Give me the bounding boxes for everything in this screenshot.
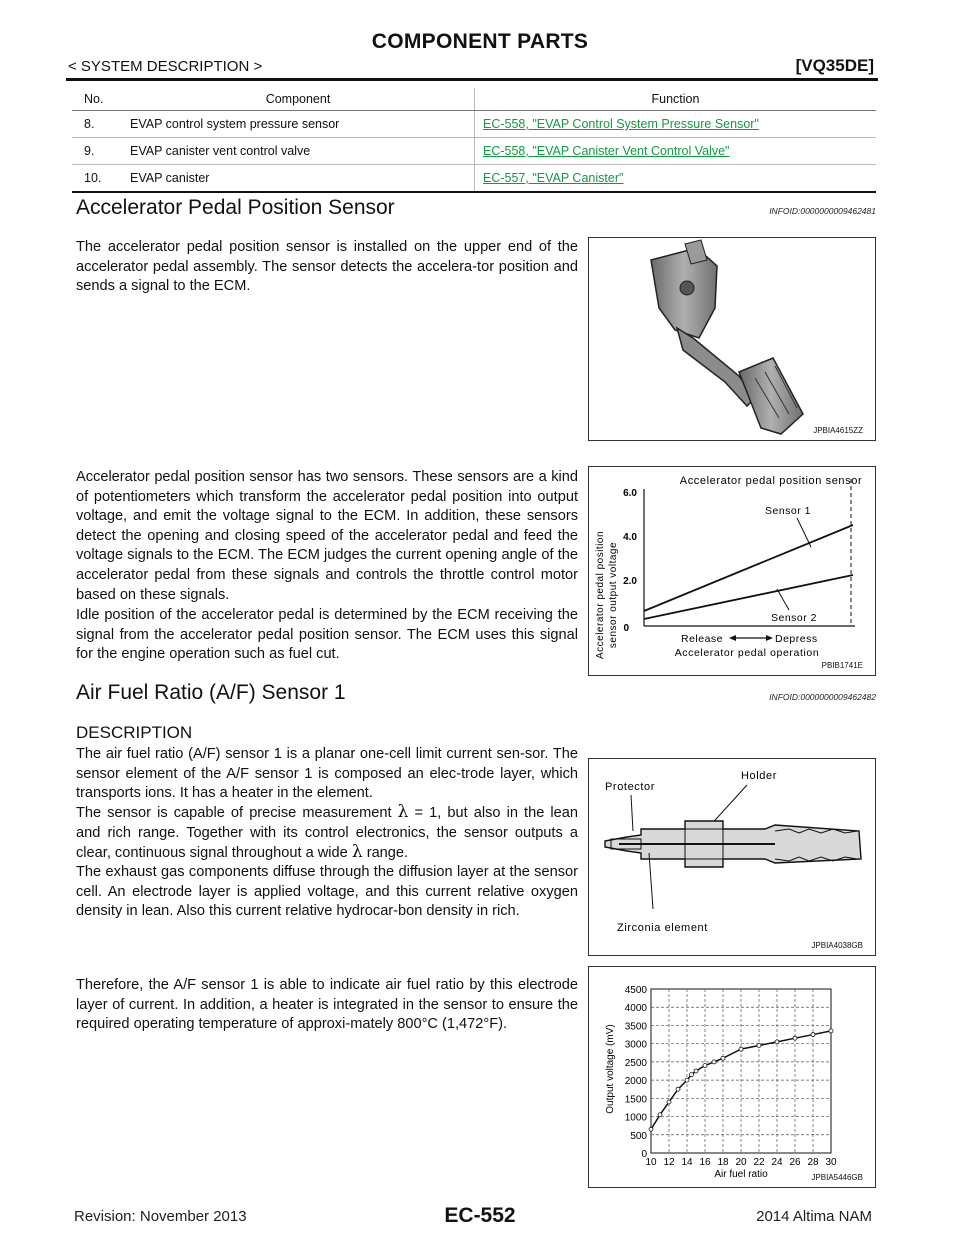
x-tick-label: 10 [645,1157,657,1168]
x-tick-label: 24 [771,1157,783,1168]
af-chart-xlabel: Air fuel ratio [714,1169,768,1180]
col-function-header: Function [475,88,877,111]
y-tick-label: 4000 [624,1003,647,1015]
sensor1-label: Sensor 1 [765,505,812,517]
x-tick-label: 14 [681,1157,693,1168]
data-point [694,1069,698,1073]
x-tick-label: 16 [699,1157,711,1168]
row-function [475,111,877,138]
af-sensor-illustration [589,759,875,955]
info-id: INFOID:0000000009462481 [769,206,876,216]
section-heading-af-sensor: Air Fuel Ratio (A/F) Sensor 1 [76,681,346,704]
pedal-illustration [589,238,875,440]
x-tick-label: 22 [753,1157,765,1168]
sensor1-leader [797,518,811,547]
row-function [475,165,877,193]
row-no: 9. [72,138,122,165]
lambda-symbol: λ [351,842,363,863]
y-tick-label: 1500 [624,1094,647,1106]
af-paragraph-2-part-c: range. [366,845,409,862]
data-point [685,1078,689,1082]
footer-model: 2014 Altima NAM [756,1208,872,1225]
y-tick-label: 4500 [624,985,647,996]
apps-chart-ylabel-2: sensor output voltage [608,541,619,649]
y-tick: 2.0 [623,576,637,587]
data-point [793,1036,797,1040]
apps-chart [589,467,875,675]
sensor2-line [644,575,853,619]
page-title: COMPONENT PARTS [371,30,589,53]
y-tick: 6.0 [623,488,637,499]
row-component: EVAP control system pressure sensor [122,111,475,138]
af-paragraph-1: The air fuel ratio (A/F) sensor 1 is a planar one-cell limit current sen-sor. The sensor element of the A/F sensor 1 is composed an elec-trode layer, which transports ions. It has a heater in the element. [76,746,578,802]
data-point [712,1060,716,1064]
figure-code: PBIB1741E [821,661,863,670]
subheading-description: DESCRIPTION [76,723,193,742]
figure-code: JPBIA4038GB [811,941,863,950]
table-row [72,138,876,165]
col-no-header: No. [72,88,122,111]
x-tick-label: 30 [825,1157,837,1168]
function-link[interactable]: EC-557, "EVAP Canister" [483,171,624,185]
protector-leader [631,795,633,831]
y-tick-label: 3500 [624,1021,647,1033]
apps-chart-figure [588,466,876,676]
af-chart-figure [588,966,876,1188]
x-tick-label: 12 [663,1157,675,1168]
y-tick-label: 2500 [624,1057,647,1069]
af-paragraph-2 [76,803,578,864]
section-breadcrumb: < SYSTEM DESCRIPTION > [68,58,263,75]
sensor1-line [644,525,853,611]
apps-paragraph-2: Accelerator pedal position sensor has two sensors. These sensors are a kind of potentiometers which transform the accelerator pedal position into output voltage, and emit the voltage signal to the ECM. In addition, these sensors detect the opening and closing speed of the accelerator pedal and feed the voltage signals to the ECM. The ECM judges the current opening angle of the accelerator pedal from these signals and controls the throttle control motor based on these signals. [76,469,578,603]
y-tick-label: 0 [641,1149,647,1160]
data-point [703,1064,707,1068]
arrow-right-icon [766,635,773,641]
row-no: 10. [72,165,122,193]
af-paragraph-4: Therefore, the A/F sensor 1 is able to indicate air fuel ratio by this electrode layer of current. In addition, a heater is integrated in the sensor to ensure the required operating temperature of approxi-mately 800°C (1,472°F). [76,977,578,1033]
data-point [739,1047,743,1051]
x-tick-label: 18 [717,1157,729,1168]
y-tick-label: 3000 [624,1039,647,1051]
section-heading-apps: Accelerator Pedal Position Sensor [76,196,395,219]
row-no: 8. [72,111,122,138]
y-tick: 4.0 [623,532,637,543]
af-paragraph-3: The exhaust gas components diffuse through the diffusion layer at the sensor cell. An electrode layer is applied voltage, and this current relative oxygen density in lean. Also this current relative hydrocar-bon density in rich. [76,864,578,920]
apps-paragraph-3: Idle position of the accelerator pedal is determined by the ECM receiving the signal from the accelerator pedal position sensor. The ECM uses this signal for the engine operation such as fuel cut. [76,607,578,663]
data-point [721,1056,725,1060]
pedal-figure [588,237,876,441]
data-point [829,1029,833,1033]
protector-label: Protector [605,781,656,793]
sensor2-label: Sensor 2 [771,612,818,624]
table-row [72,111,876,138]
apps-chart-xlabel: Accelerator pedal operation [674,647,820,659]
figure-code: JPBIA4615ZZ [813,426,863,435]
apps-chart-ylabel-1: Accelerator pedal position [595,530,606,660]
x-tick-label: 26 [789,1157,801,1168]
x-tick-label: 28 [807,1157,819,1168]
af-sensor-figure [588,758,876,956]
y-tick-label: 500 [630,1130,647,1142]
zirconia-label: Zirconia element [617,922,708,934]
af-chart [589,967,875,1187]
af-paragraph-2-part-a: The sensor is capable of precise measurement [76,805,392,821]
data-point [690,1073,694,1077]
af-paragraph-2-part-b: = 1, but also in the lean and rich range. Together with its control electronics, the sensor outputs a clear, continuous signal throughout a wide [76,805,578,862]
row-component: EVAP canister [122,165,475,193]
data-point [811,1033,815,1037]
data-point [676,1087,680,1091]
zirconia-leader [649,853,653,909]
arrow-left-icon [729,635,736,641]
table-header-row [72,88,876,111]
depress-label: Depress [775,633,818,645]
lambda-symbol: λ [397,802,409,822]
footer-revision: Revision: November 2013 [74,1208,247,1225]
engine-code: [VQ35DE] [795,56,874,75]
row-function [475,138,877,165]
af-chart-ylabel: Output voltage (mV) [605,1024,616,1114]
figure-code: JPBIA5446GB [811,1173,863,1182]
sensor2-leader [777,589,789,610]
col-component-header: Component [122,88,475,111]
apps-paragraph-1: The accelerator pedal position sensor is installed on the upper end of the accelerator pedal assembly. The sensor detects the accelera-tor position and sends a signal to the ECM. [76,239,578,295]
x-tick-label: 20 [735,1157,747,1168]
y-tick: 0 [623,623,629,634]
release-label: Release [681,633,724,645]
y-tick-label: 1000 [624,1112,647,1124]
function-link[interactable]: EC-558, "EVAP Control System Pressure Sensor" [483,117,759,131]
footer-page-number: EC-552 [444,1204,516,1227]
data-point [658,1113,662,1117]
info-id: INFOID:0000000009462482 [769,692,876,702]
data-point [649,1127,653,1131]
row-component: EVAP canister vent control valve [122,138,475,165]
apps-chart-title: Accelerator pedal position sensor [679,475,863,487]
component-table [72,88,876,193]
data-point [757,1043,761,1047]
header-rule [66,78,878,81]
table-row [72,165,876,193]
data-point [667,1100,671,1104]
y-tick-label: 2000 [624,1076,647,1088]
holder-label: Holder [741,770,778,782]
function-link[interactable]: EC-558, "EVAP Canister Vent Control Valve" [483,144,730,158]
data-point [775,1040,779,1044]
